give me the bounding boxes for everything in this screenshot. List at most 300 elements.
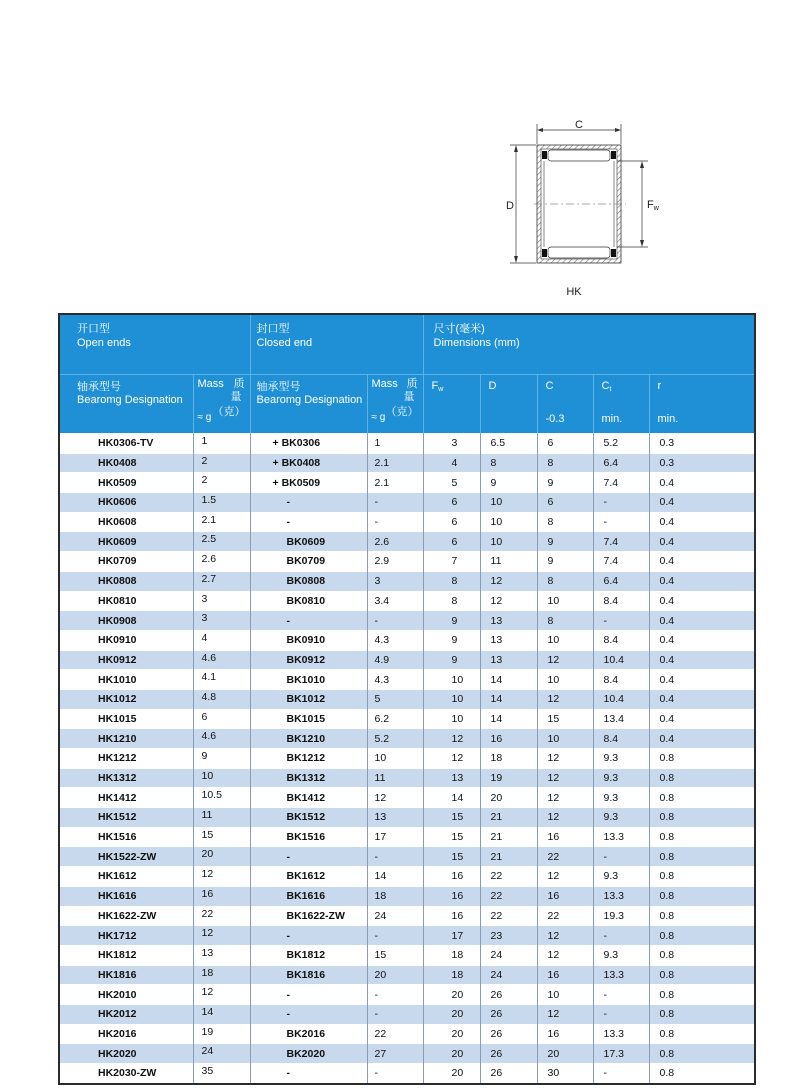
r-cell: 0.4 bbox=[649, 670, 755, 690]
open-mass-cell: 14 bbox=[193, 1004, 250, 1024]
closed-designation-cell: BK2016 bbox=[250, 1024, 367, 1044]
table-row bbox=[59, 788, 755, 808]
open-designation-cell: HK0709 bbox=[59, 552, 193, 572]
table-row bbox=[59, 1004, 755, 1024]
r-cell: 0.8 bbox=[649, 985, 755, 1005]
closed-mass-cell: 12 bbox=[367, 788, 423, 808]
open-designation-cell: HK1312 bbox=[59, 768, 193, 788]
group-closed-cn: 封口型 bbox=[256, 323, 290, 335]
ct-cell: - bbox=[593, 985, 649, 1005]
ct-cell: - bbox=[593, 493, 649, 513]
col-closed-designation-cn: 轴承型号 bbox=[256, 381, 301, 393]
open-mass-cell: 4.6 bbox=[193, 650, 250, 670]
dimension-d bbox=[506, 145, 536, 263]
d-cell: 20 bbox=[480, 788, 537, 808]
c-cell: 12 bbox=[537, 808, 593, 828]
c-cell: 12 bbox=[537, 749, 593, 769]
col-closed-designation-en: Bearomg Designation bbox=[256, 394, 363, 406]
closed-designation-cell: BK0810 bbox=[250, 591, 367, 611]
open-mass-cell: 1 bbox=[193, 434, 250, 454]
d-cell: 9 bbox=[480, 473, 537, 493]
table-row bbox=[59, 689, 755, 709]
table-row bbox=[59, 847, 755, 867]
open-designation-cell: HK0306-TV bbox=[59, 434, 193, 454]
closed-designation-cell: BK1512 bbox=[250, 808, 367, 828]
r-cell: 0.8 bbox=[649, 827, 755, 847]
group-dims-cn: 尺寸(毫米) bbox=[433, 323, 485, 335]
open-designation-cell: HK1816 bbox=[59, 965, 193, 985]
fw-cell: 8 bbox=[423, 571, 480, 591]
c-cell: 8 bbox=[537, 453, 593, 473]
group-open-en: Open ends bbox=[77, 337, 131, 349]
fw-cell: 15 bbox=[423, 827, 480, 847]
closed-mass-cell: 2.1 bbox=[367, 453, 423, 473]
r-cell: 0.4 bbox=[649, 611, 755, 631]
open-mass-cell: 3 bbox=[193, 591, 250, 611]
open-mass-cell: 13 bbox=[193, 945, 250, 965]
closed-designation-cell: BK1312 bbox=[250, 768, 367, 788]
col-open-designation bbox=[59, 375, 193, 434]
closed-mass-cell: 20 bbox=[367, 965, 423, 985]
ct-cell: 13.3 bbox=[593, 965, 649, 985]
col-ct-label: C bbox=[601, 380, 610, 392]
ct-cell: 8.4 bbox=[593, 729, 649, 749]
d-cell: 26 bbox=[480, 1064, 537, 1084]
ct-cell: 8.4 bbox=[593, 591, 649, 611]
closed-mass-cell: 1 bbox=[367, 434, 423, 454]
open-designation-cell: HK2016 bbox=[59, 1024, 193, 1044]
open-designation-cell: HK1015 bbox=[59, 709, 193, 729]
fw-cell: 6 bbox=[423, 512, 480, 532]
r-cell: 0.4 bbox=[649, 591, 755, 611]
d-cell: 13 bbox=[480, 611, 537, 631]
ct-cell: 13.3 bbox=[593, 886, 649, 906]
open-mass-cell: 10.5 bbox=[193, 788, 250, 808]
group-closed-end bbox=[250, 314, 423, 375]
closed-designation-cell: BK0808 bbox=[250, 571, 367, 591]
fw-cell: 20 bbox=[423, 1004, 480, 1024]
open-mass-cell: 3 bbox=[193, 611, 250, 631]
d-cell: 13 bbox=[480, 650, 537, 670]
fw-cell: 13 bbox=[423, 768, 480, 788]
open-mass-cell: 10 bbox=[193, 768, 250, 788]
col-ct-sub: t bbox=[609, 386, 612, 393]
closed-mass-cell: 5 bbox=[367, 689, 423, 709]
d-cell: 26 bbox=[480, 1004, 537, 1024]
ct-cell: 6.4 bbox=[593, 571, 649, 591]
open-designation-cell: HK1512 bbox=[59, 808, 193, 828]
col-closed-designation bbox=[250, 375, 367, 434]
table-row bbox=[59, 1024, 755, 1044]
col-c-label: C bbox=[545, 380, 554, 392]
col-open-designation-en: Bearomg Designation bbox=[77, 394, 183, 406]
mass-label-cn2: 量 bbox=[230, 391, 242, 403]
table-row bbox=[59, 709, 755, 729]
closed-designation-cell: - bbox=[250, 847, 367, 867]
c-cell: 12 bbox=[537, 945, 593, 965]
table-row bbox=[59, 945, 755, 965]
c-cell: 12 bbox=[537, 650, 593, 670]
table-row bbox=[59, 768, 755, 788]
fw-cell: 10 bbox=[423, 670, 480, 690]
closed-mass-cell: 13 bbox=[367, 808, 423, 828]
closed-designation-cell: BK1012 bbox=[250, 689, 367, 709]
label-fw-sub: w bbox=[653, 205, 659, 212]
r-cell: 0.3 bbox=[649, 434, 755, 454]
group-closed-en: Closed end bbox=[256, 337, 313, 349]
open-mass-cell: 9 bbox=[193, 749, 250, 769]
fw-cell: 6 bbox=[423, 493, 480, 513]
ct-cell: 7.4 bbox=[593, 473, 649, 493]
open-mass-cell: 11 bbox=[193, 808, 250, 828]
c-cell: 12 bbox=[537, 768, 593, 788]
table-row bbox=[59, 1044, 755, 1064]
closed-designation-cell: BK1015 bbox=[250, 709, 367, 729]
r-cell: 0.4 bbox=[649, 709, 755, 729]
open-mass-cell: 2.1 bbox=[193, 512, 250, 532]
d-cell: 18 bbox=[480, 749, 537, 769]
closed-designation-cell: BK1816 bbox=[250, 965, 367, 985]
closed-designation-cell: BK1516 bbox=[250, 827, 367, 847]
ct-cell: 8.4 bbox=[593, 630, 649, 650]
open-mass-cell: 15 bbox=[193, 827, 250, 847]
c-cell: 6 bbox=[537, 434, 593, 454]
table-row bbox=[59, 926, 755, 946]
c-cell: 12 bbox=[537, 788, 593, 808]
group-open-cn: 开口型 bbox=[77, 323, 110, 335]
closed-mass-cell: - bbox=[367, 1064, 423, 1084]
fw-cell: 8 bbox=[423, 591, 480, 611]
c-cell: 15 bbox=[537, 709, 593, 729]
col-c bbox=[537, 375, 593, 434]
table-row bbox=[59, 886, 755, 906]
open-designation-cell: HK1516 bbox=[59, 827, 193, 847]
ct-cell: - bbox=[593, 926, 649, 946]
open-designation-cell: HK2030-ZW bbox=[59, 1064, 193, 1084]
open-mass-cell: 19 bbox=[193, 1024, 250, 1044]
closed-mass-cell: 24 bbox=[367, 906, 423, 926]
fw-cell: 16 bbox=[423, 867, 480, 887]
closed-designation-cell: - bbox=[250, 493, 367, 513]
open-designation-cell: HK1622-ZW bbox=[59, 906, 193, 926]
closed-mass-cell: 11 bbox=[367, 768, 423, 788]
fw-cell: 15 bbox=[423, 808, 480, 828]
r-cell: 0.4 bbox=[649, 689, 755, 709]
d-cell: 10 bbox=[480, 512, 537, 532]
closed-mass-cell: 3 bbox=[367, 571, 423, 591]
ct-cell: 13.4 bbox=[593, 709, 649, 729]
open-mass-cell: 4.6 bbox=[193, 729, 250, 749]
closed-designation-cell: BK2020 bbox=[250, 1044, 367, 1064]
fw-cell: 14 bbox=[423, 788, 480, 808]
c-cell: 12 bbox=[537, 867, 593, 887]
closed-designation-cell: - bbox=[250, 512, 367, 532]
open-designation-cell: HK0908 bbox=[59, 611, 193, 631]
ct-cell: 10.4 bbox=[593, 650, 649, 670]
mass-label-en: Mass bbox=[371, 378, 398, 390]
col-c-tolerance: -0.3 bbox=[545, 413, 565, 425]
ct-cell: 9.3 bbox=[593, 808, 649, 828]
label-fw: F bbox=[647, 199, 654, 211]
r-cell: 0.4 bbox=[649, 493, 755, 513]
d-cell: 26 bbox=[480, 1024, 537, 1044]
closed-mass-cell: - bbox=[367, 847, 423, 867]
table-row bbox=[59, 453, 755, 473]
open-designation-cell: HK0606 bbox=[59, 493, 193, 513]
table-row bbox=[59, 591, 755, 611]
d-cell: 14 bbox=[480, 709, 537, 729]
closed-designation-cell: BK0910 bbox=[250, 630, 367, 650]
col-closed-mass bbox=[367, 375, 423, 434]
open-designation-cell: HK1210 bbox=[59, 729, 193, 749]
r-cell: 0.8 bbox=[649, 1024, 755, 1044]
col-open-mass bbox=[193, 375, 250, 434]
open-designation-cell: HK0912 bbox=[59, 650, 193, 670]
d-cell: 24 bbox=[480, 965, 537, 985]
d-cell: 24 bbox=[480, 945, 537, 965]
open-designation-cell: HK1010 bbox=[59, 670, 193, 690]
d-cell: 12 bbox=[480, 571, 537, 591]
closed-mass-cell: 18 bbox=[367, 886, 423, 906]
group-dimensions bbox=[423, 314, 755, 375]
mass-unit: （克） bbox=[212, 406, 246, 418]
ct-cell: - bbox=[593, 611, 649, 631]
open-mass-cell: 2.6 bbox=[193, 552, 250, 572]
d-cell: 10 bbox=[480, 532, 537, 552]
col-d bbox=[480, 375, 537, 434]
d-cell: 26 bbox=[480, 1044, 537, 1064]
closed-designation-cell: - bbox=[250, 1004, 367, 1024]
open-mass-cell: 2.5 bbox=[193, 532, 250, 552]
open-designation-cell: HK0608 bbox=[59, 512, 193, 532]
closed-designation-cell: - bbox=[250, 985, 367, 1005]
closed-mass-cell: - bbox=[367, 1004, 423, 1024]
r-cell: 0.8 bbox=[649, 906, 755, 926]
open-mass-cell: 35 bbox=[193, 1064, 250, 1084]
table-row bbox=[59, 827, 755, 847]
c-cell: 12 bbox=[537, 1004, 593, 1024]
open-designation-cell: HK1012 bbox=[59, 689, 193, 709]
open-mass-cell: 12 bbox=[193, 985, 250, 1005]
d-cell: 22 bbox=[480, 886, 537, 906]
open-mass-cell: 18 bbox=[193, 965, 250, 985]
fw-cell: 12 bbox=[423, 749, 480, 769]
mass-label-cn1: 质 bbox=[406, 378, 418, 390]
open-mass-cell: 4.1 bbox=[193, 670, 250, 690]
table-row bbox=[59, 512, 755, 532]
group-open-ends bbox=[59, 314, 250, 375]
r-cell: 0.8 bbox=[649, 808, 755, 828]
closed-mass-cell: - bbox=[367, 926, 423, 946]
closed-mass-cell: - bbox=[367, 611, 423, 631]
closed-designation-cell: BK1812 bbox=[250, 945, 367, 965]
ct-cell: 19.3 bbox=[593, 906, 649, 926]
closed-mass-cell: 2.6 bbox=[367, 532, 423, 552]
ct-cell: 13.3 bbox=[593, 1024, 649, 1044]
fw-cell: 7 bbox=[423, 552, 480, 572]
r-cell: 0.4 bbox=[649, 571, 755, 591]
r-cell: 0.8 bbox=[649, 749, 755, 769]
r-cell: 0.8 bbox=[649, 886, 755, 906]
bearing-diagram bbox=[500, 110, 680, 300]
closed-designation-cell: BK1212 bbox=[250, 749, 367, 769]
closed-mass-cell: 27 bbox=[367, 1044, 423, 1064]
mass-approx: ≈ g bbox=[371, 412, 386, 423]
closed-designation-cell: BK1622-ZW bbox=[250, 906, 367, 926]
c-cell: 8 bbox=[537, 571, 593, 591]
col-d-label: D bbox=[488, 380, 497, 392]
ct-cell: 5.2 bbox=[593, 434, 649, 454]
ct-cell: - bbox=[593, 512, 649, 532]
closed-mass-cell: 4.3 bbox=[367, 670, 423, 690]
col-fw-sub: w bbox=[438, 386, 444, 393]
c-cell: 9 bbox=[537, 473, 593, 493]
r-cell: 0.8 bbox=[649, 768, 755, 788]
c-cell: 9 bbox=[537, 532, 593, 552]
closed-mass-cell: 2.9 bbox=[367, 552, 423, 572]
fw-cell: 10 bbox=[423, 709, 480, 729]
col-ct-note: min. bbox=[601, 413, 623, 425]
fw-cell: 10 bbox=[423, 689, 480, 709]
open-mass-cell: 2.7 bbox=[193, 571, 250, 591]
table-row bbox=[59, 552, 755, 572]
fw-cell: 5 bbox=[423, 473, 480, 493]
svg-text:Fw bbox=[647, 199, 660, 212]
c-cell: 12 bbox=[537, 926, 593, 946]
closed-designation-cell: BK0609 bbox=[250, 532, 367, 552]
open-mass-cell: 2 bbox=[193, 473, 250, 493]
c-cell: 10 bbox=[537, 670, 593, 690]
c-cell: 12 bbox=[537, 689, 593, 709]
open-mass-cell: 20 bbox=[193, 847, 250, 867]
closed-mass-cell: 3.4 bbox=[367, 591, 423, 611]
closed-mass-cell: - bbox=[367, 493, 423, 513]
c-cell: 22 bbox=[537, 906, 593, 926]
fw-cell: 16 bbox=[423, 906, 480, 926]
col-fw bbox=[423, 375, 480, 434]
d-cell: 6.5 bbox=[480, 434, 537, 454]
fw-cell: 9 bbox=[423, 611, 480, 631]
ct-cell: 9.3 bbox=[593, 945, 649, 965]
d-cell: 26 bbox=[480, 985, 537, 1005]
mass-unit: （克） bbox=[385, 406, 419, 418]
open-designation-cell: HK0810 bbox=[59, 591, 193, 611]
r-cell: 0.8 bbox=[649, 867, 755, 887]
ct-cell: 7.4 bbox=[593, 552, 649, 572]
closed-designation-cell: - bbox=[250, 1064, 367, 1084]
open-designation-cell: HK1612 bbox=[59, 867, 193, 887]
label-d: D bbox=[506, 200, 514, 212]
closed-designation-cell: BK0709 bbox=[250, 552, 367, 572]
c-cell: 16 bbox=[537, 827, 593, 847]
d-cell: 12 bbox=[480, 591, 537, 611]
ct-cell: 7.4 bbox=[593, 532, 649, 552]
table-row bbox=[59, 434, 755, 454]
table-row bbox=[59, 611, 755, 631]
open-designation-cell: HK2020 bbox=[59, 1044, 193, 1064]
c-cell: 10 bbox=[537, 630, 593, 650]
r-cell: 0.4 bbox=[649, 552, 755, 572]
c-cell: 22 bbox=[537, 847, 593, 867]
table-row bbox=[59, 571, 755, 591]
d-cell: 11 bbox=[480, 552, 537, 572]
table-row bbox=[59, 532, 755, 552]
r-cell: 0.8 bbox=[649, 847, 755, 867]
r-cell: 0.8 bbox=[649, 788, 755, 808]
open-designation-cell: HK1616 bbox=[59, 886, 193, 906]
table-row bbox=[59, 808, 755, 828]
d-cell: 22 bbox=[480, 906, 537, 926]
c-cell: 10 bbox=[537, 985, 593, 1005]
d-cell: 10 bbox=[480, 493, 537, 513]
table-row bbox=[59, 985, 755, 1005]
open-mass-cell: 12 bbox=[193, 867, 250, 887]
fw-cell: 17 bbox=[423, 926, 480, 946]
col-r-label: r bbox=[657, 380, 662, 392]
c-cell: 8 bbox=[537, 512, 593, 532]
col-ct bbox=[593, 375, 649, 434]
ct-cell: 6.4 bbox=[593, 453, 649, 473]
open-designation-cell: HK0408 bbox=[59, 453, 193, 473]
fw-cell: 18 bbox=[423, 945, 480, 965]
d-cell: 21 bbox=[480, 827, 537, 847]
open-designation-cell: HK1212 bbox=[59, 749, 193, 769]
ct-cell: 9.3 bbox=[593, 768, 649, 788]
closed-mass-cell: 6.2 bbox=[367, 709, 423, 729]
column-header-row bbox=[59, 375, 755, 434]
closed-mass-cell: 17 bbox=[367, 827, 423, 847]
closed-designation-cell: BK1616 bbox=[250, 886, 367, 906]
closed-mass-cell: 10 bbox=[367, 749, 423, 769]
d-cell: 21 bbox=[480, 847, 537, 867]
c-cell: 10 bbox=[537, 591, 593, 611]
fw-cell: 20 bbox=[423, 1064, 480, 1084]
c-cell: 9 bbox=[537, 552, 593, 572]
d-cell: 13 bbox=[480, 630, 537, 650]
closed-mass-cell: 15 bbox=[367, 945, 423, 965]
closed-mass-cell: - bbox=[367, 512, 423, 532]
col-open-designation-cn: 轴承型号 bbox=[77, 381, 121, 393]
ct-cell: 9.3 bbox=[593, 867, 649, 887]
mass-label-en: Mass bbox=[197, 378, 224, 390]
r-cell: 0.4 bbox=[649, 630, 755, 650]
c-cell: 6 bbox=[537, 493, 593, 513]
r-cell: 0.4 bbox=[649, 512, 755, 532]
group-dims-en: Dimensions (mm) bbox=[433, 337, 520, 349]
fw-cell: 20 bbox=[423, 985, 480, 1005]
r-cell: 0.4 bbox=[649, 532, 755, 552]
c-cell: 30 bbox=[537, 1064, 593, 1084]
fw-cell: 9 bbox=[423, 630, 480, 650]
table-row bbox=[59, 965, 755, 985]
bearing-spec-table bbox=[58, 313, 756, 1085]
table-row bbox=[59, 749, 755, 769]
fw-cell: 15 bbox=[423, 847, 480, 867]
ct-cell: 17.3 bbox=[593, 1044, 649, 1064]
col-fw-label: F bbox=[431, 380, 439, 392]
group-header-row bbox=[59, 314, 755, 375]
closed-mass-cell: 4.3 bbox=[367, 630, 423, 650]
c-cell: 8 bbox=[537, 611, 593, 631]
open-mass-cell: 4 bbox=[193, 630, 250, 650]
r-cell: 0.4 bbox=[649, 650, 755, 670]
open-mass-cell: 1.5 bbox=[193, 493, 250, 513]
r-cell: 0.3 bbox=[649, 453, 755, 473]
table-row bbox=[59, 867, 755, 887]
open-mass-cell: 4.8 bbox=[193, 689, 250, 709]
d-cell: 19 bbox=[480, 768, 537, 788]
ct-cell: 9.3 bbox=[593, 788, 649, 808]
